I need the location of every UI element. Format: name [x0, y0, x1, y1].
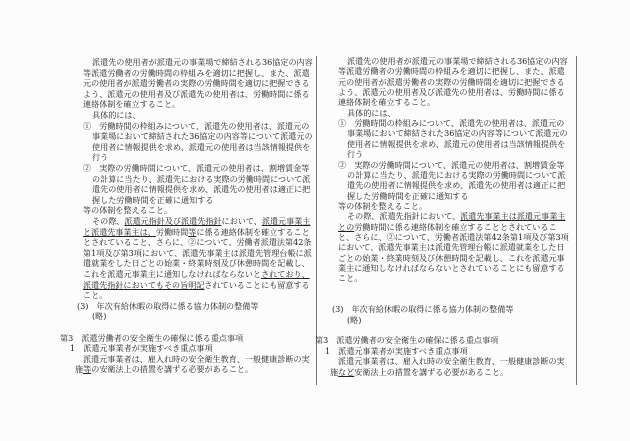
text-line: [83, 290, 107, 300]
text-segment: ① 労働時間の枠組みについて、派遣先の使用者は、派遣元の: [338, 118, 565, 129]
text-segment: ごとの始業・終業時刻及び休憩時間を記載し、これを派遣元事: [338, 252, 565, 263]
text-line: [83, 354, 310, 364]
text-line: [92, 57, 313, 67]
underlined-text: 等: [188, 226, 197, 237]
text-line: [70, 343, 213, 353]
text-line: [83, 89, 310, 99]
text-segment: (3) 年次有給休暇の取得に係る協力体制の整備等: [77, 300, 259, 311]
text-segment: 元の使用者が派遣労働者の実際の労働時間を適切に把握できる: [338, 76, 565, 87]
text-segment: よう、派遣元の使用者及び派遣先の使用者は、労働時間に係る: [338, 87, 565, 98]
text-segment: 安衛法上の措置を講ずる必要があること。: [354, 366, 509, 377]
text-segment: 第3 派遣労働者の安全衛生の確保に係る重点事項: [60, 332, 244, 343]
text-segment: ② 実際の労働時間について、派遣元の使用者は、割増賃金等: [338, 159, 565, 170]
text-line: [338, 253, 565, 263]
text-segment: 遣就業をした日ごとの始業・終業時刻及び休憩時間を記載し、: [83, 258, 310, 269]
underlined-text: 派遣元指針及び派遣先指針: [124, 216, 222, 226]
text-line: [83, 258, 310, 268]
text-segment: 労働時間に係る連絡体制を確立することとされているこ: [354, 221, 557, 232]
text-line: [338, 222, 557, 232]
text-line: [83, 78, 310, 88]
text-segment: 業主に通知しなければならないとされていることにも留意する: [338, 263, 565, 273]
text-segment: 遣先の使用者に情報提供を求め、派遣先の使用者は適正に把: [92, 184, 311, 195]
text-segment: 等の体制を整えること。: [83, 205, 173, 216]
text-segment: ① 労働時間の枠組みについて、派遣先の使用者は、派遣元の: [83, 120, 310, 131]
text-line: [83, 205, 172, 215]
text-line: [338, 232, 569, 242]
text-segment: 具体的には、: [347, 107, 396, 118]
text-segment: よう、派遣元の使用者及び派遣先の使用者は、労働時間に係る: [83, 88, 310, 99]
text-segment: 1 派遣元事業者が実施すべき重点事項: [70, 343, 213, 354]
text-segment: こと。: [83, 290, 108, 301]
text-segment: 行う: [347, 149, 364, 160]
text-segment: その際、: [92, 216, 125, 226]
text-line: [338, 263, 565, 273]
underlined-text: との: [338, 221, 355, 232]
text-segment: ② 実際の労働時間について、派遣元の使用者は、割増賃金等: [83, 163, 310, 173]
text-segment: (3) 年次有給休暇の取得に係る協力体制の整備等: [332, 304, 514, 315]
text-segment: 施: [330, 366, 339, 377]
text-line: [315, 335, 498, 345]
text-line: [347, 108, 396, 118]
text-line: [83, 237, 312, 247]
text-segment: その際、派遣先指針において、: [347, 211, 461, 222]
text-segment: 連絡体制を確立すること。: [83, 99, 181, 110]
text-line: [92, 174, 310, 184]
text-line: [83, 99, 180, 109]
text-line: [347, 191, 468, 201]
text-segment: こと。: [338, 273, 363, 284]
text-line: [92, 131, 313, 141]
underlined-text: されており、: [261, 269, 310, 279]
underlined-text: 等: [83, 364, 92, 375]
text-segment: において、派遣先事業主は派遣先管理台帳に派遣就業をした日: [338, 242, 565, 253]
current-text-column: [315, 0, 578, 441]
text-line: [338, 160, 564, 170]
text-segment: 遣先の使用者に情報提供を求め、派遣先の使用者は適正に把: [347, 180, 566, 191]
text-segment: 使用者に情報提供を求め、派遣元の使用者は当該情報提供を: [92, 141, 311, 152]
text-line: [60, 333, 243, 343]
text-segment: 等派遣労働者の労働時間の枠組みを適切に把握し、また、派遣: [338, 66, 565, 77]
text-line: [338, 273, 362, 283]
text-line: [338, 242, 564, 252]
text-line: [338, 97, 435, 107]
text-segment: されていることにも留意する: [204, 279, 310, 290]
text-segment: 派遣先の使用者が派遣元の事業場で締結される36協定の内容: [347, 56, 568, 66]
text-segment: の計算に当たり、派遣先における実際の労働時間について派: [347, 169, 566, 180]
underlined-text: など: [338, 366, 355, 377]
text-line: [338, 201, 427, 211]
text-segment: 施: [75, 364, 84, 375]
text-line: [347, 128, 568, 138]
text-segment: (略): [347, 314, 362, 325]
text-segment: 第3 派遣労働者の安全衛生の確保に係る重点事項: [315, 335, 499, 346]
text-line: [347, 315, 361, 325]
text-line: [83, 68, 310, 78]
text-line: [347, 211, 565, 221]
text-line: [338, 87, 565, 97]
text-segment: 使用者に情報提供を求め、派遣元の使用者は当該情報提供を: [347, 138, 566, 149]
text-segment: これを派遣元事業主に通知しなければならないと: [83, 269, 262, 279]
underlined-text: 派遣先指針においてもその旨明記: [83, 279, 205, 290]
text-segment: の計算に当たり、派遣先における実際の労働時間について派: [92, 173, 311, 184]
text-segment: 連絡体制を確立すること。: [338, 97, 436, 108]
text-line: [347, 56, 568, 66]
underlined-text: と派遣先事業主は、: [83, 226, 156, 237]
text-line: [83, 227, 310, 237]
text-line: [83, 121, 309, 131]
underlined-text: 派遣元事業主: [261, 216, 311, 226]
revised-text-column: [60, 0, 318, 441]
text-segment: 等派遣労働者の労働時間の枠組みを適切に把握し、また、派遣: [83, 67, 310, 78]
text-segment: と、さらに、②について、労働者派遣法第42条第1項及び第3項: [338, 231, 569, 242]
text-line: [338, 356, 565, 366]
text-line: [83, 163, 309, 173]
text-line: [347, 149, 363, 159]
text-segment: 第1項及び第3項において、派遣先事業主は派遣先管理台帳に派: [83, 247, 312, 258]
text-segment: 派遣元事業者は、雇入れ時の安全衛生教育、一般健康診断の実: [83, 353, 310, 364]
underlined-text: 派遣先事業主は派遣元事業主: [460, 211, 566, 222]
text-line: [92, 216, 310, 226]
text-line: [75, 364, 253, 374]
text-line: [347, 180, 565, 190]
text-segment: の安衛法上の措置を講ずる必要があること。: [91, 364, 254, 375]
text-line: [77, 301, 258, 311]
text-line: [347, 139, 565, 149]
text-segment: 握した労働時間を正確に通知する: [92, 194, 214, 205]
text-line: [330, 367, 508, 377]
text-segment: とされていること、さらに、②について、労働者派遣法第42条: [83, 237, 312, 248]
text-segment: 派遣先の使用者が派遣元の事業場で締結される36協定の内容: [92, 57, 313, 67]
text-segment: (略): [92, 311, 107, 322]
text-segment: 握した労働時間を正確に通知する: [347, 190, 469, 201]
text-segment: 派遣元事業者は、雇入れ時の安全衛生教育、一般健康診断の実: [338, 356, 565, 367]
text-line: [83, 269, 310, 279]
text-segment: において、: [221, 216, 262, 226]
text-segment: 行う: [92, 152, 109, 163]
text-line: [92, 195, 213, 205]
text-line: [338, 66, 565, 76]
text-segment: 元の使用者が派遣労働者の実際の労働時間を適切に把握できる: [83, 78, 310, 89]
text-line: [338, 118, 564, 128]
text-line: [92, 184, 310, 194]
text-line: [92, 142, 310, 152]
text-line: [92, 110, 141, 120]
column-border: [576, 56, 577, 385]
text-segment: 1 派遣元事業者が実施すべき重点事項: [325, 345, 468, 356]
text-segment: 等の体制を整えること。: [338, 200, 428, 211]
text-line: [325, 346, 468, 356]
text-line: [347, 170, 565, 180]
text-segment: 労働時間: [155, 226, 189, 237]
text-segment: 事業場において締結された36協定の内容等について派遣元の: [347, 128, 568, 139]
text-line: [83, 248, 312, 258]
text-line: [332, 304, 513, 314]
text-line: [83, 280, 310, 290]
text-segment: 具体的には、: [92, 110, 141, 120]
text-segment: に係る連絡体制を確立すること: [196, 226, 310, 237]
text-segment: 事業場において締結された36協定の内容等について派遣元の: [92, 131, 313, 142]
text-line: [92, 311, 106, 321]
text-line: [338, 77, 565, 87]
text-line: [92, 152, 108, 162]
